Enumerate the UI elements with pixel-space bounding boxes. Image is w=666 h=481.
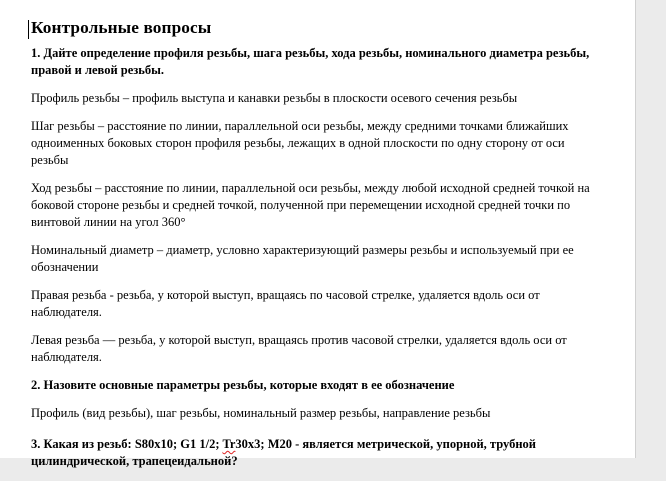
text-cursor — [28, 20, 29, 39]
question-2: 2. Назовите основные параметры резьбы, которые входят в ее обозначение — [31, 378, 455, 392]
question-3-part1: 3. Какая из резьб: S80x10; G1 1/2; — [31, 437, 223, 451]
question-3-line2: цилиндрической, трапецеидальной? — [31, 454, 238, 468]
answer-2: Профиль (вид резьбы), шаг резьбы, номинальный размер резьбы, направление резьбы — [31, 406, 491, 420]
document-body[interactable] — [31, 16, 605, 481]
page-edge — [635, 0, 636, 458]
spellcheck-flagged-word: Tr — [222, 437, 236, 451]
answer-thread-pitch: Шаг резьбы – расстояние по линии, параллельной оси резьбы, между средними точками ближайших одноименных боковых сторон профиля резьбы, лежащих в одной плоскости по одну сторону от оси резьбы — [31, 119, 569, 167]
document-title: Контрольные вопросы — [31, 18, 212, 37]
answer-nominal-diameter: Номинальный диаметр – диаметр, условно характеризующий размеры резьбы и используемый при ее обозначении — [31, 243, 574, 274]
answer-left-thread: Левая резьба — резьба, у которой выступ, вращаясь против часовой стрелки, удаляется вдоль оси от наблюдателя. — [31, 333, 567, 364]
answer-thread-profile: Профиль резьбы – профиль выступа и канавки резьбы в плоскости осевого сечения резьбы — [31, 91, 518, 105]
question-3 — [31, 436, 605, 470]
answer-right-thread: Правая резьба - резьба, у которой выступ, вращаясь по часовой стрелке, удаляется вдоль оси от наблюдателя. — [31, 288, 540, 319]
question-1: 1. Дайте определение профиля резьбы, шага резьбы, хода резьбы, номинального диаметра резьбы, правой и левой резьбы. — [31, 46, 590, 77]
question-3-part2: 30x3; М20 - является метрической, упорной, трубной — [235, 437, 536, 451]
answer-thread-lead: Ход резьбы – расстояние по линии, параллельной оси резьбы, между любой исходной средней точкой на боковой стороне резьбы и средней точкой, полученной при перемещении исходной средней точки по винтовой линии на угол 360° — [31, 181, 590, 229]
